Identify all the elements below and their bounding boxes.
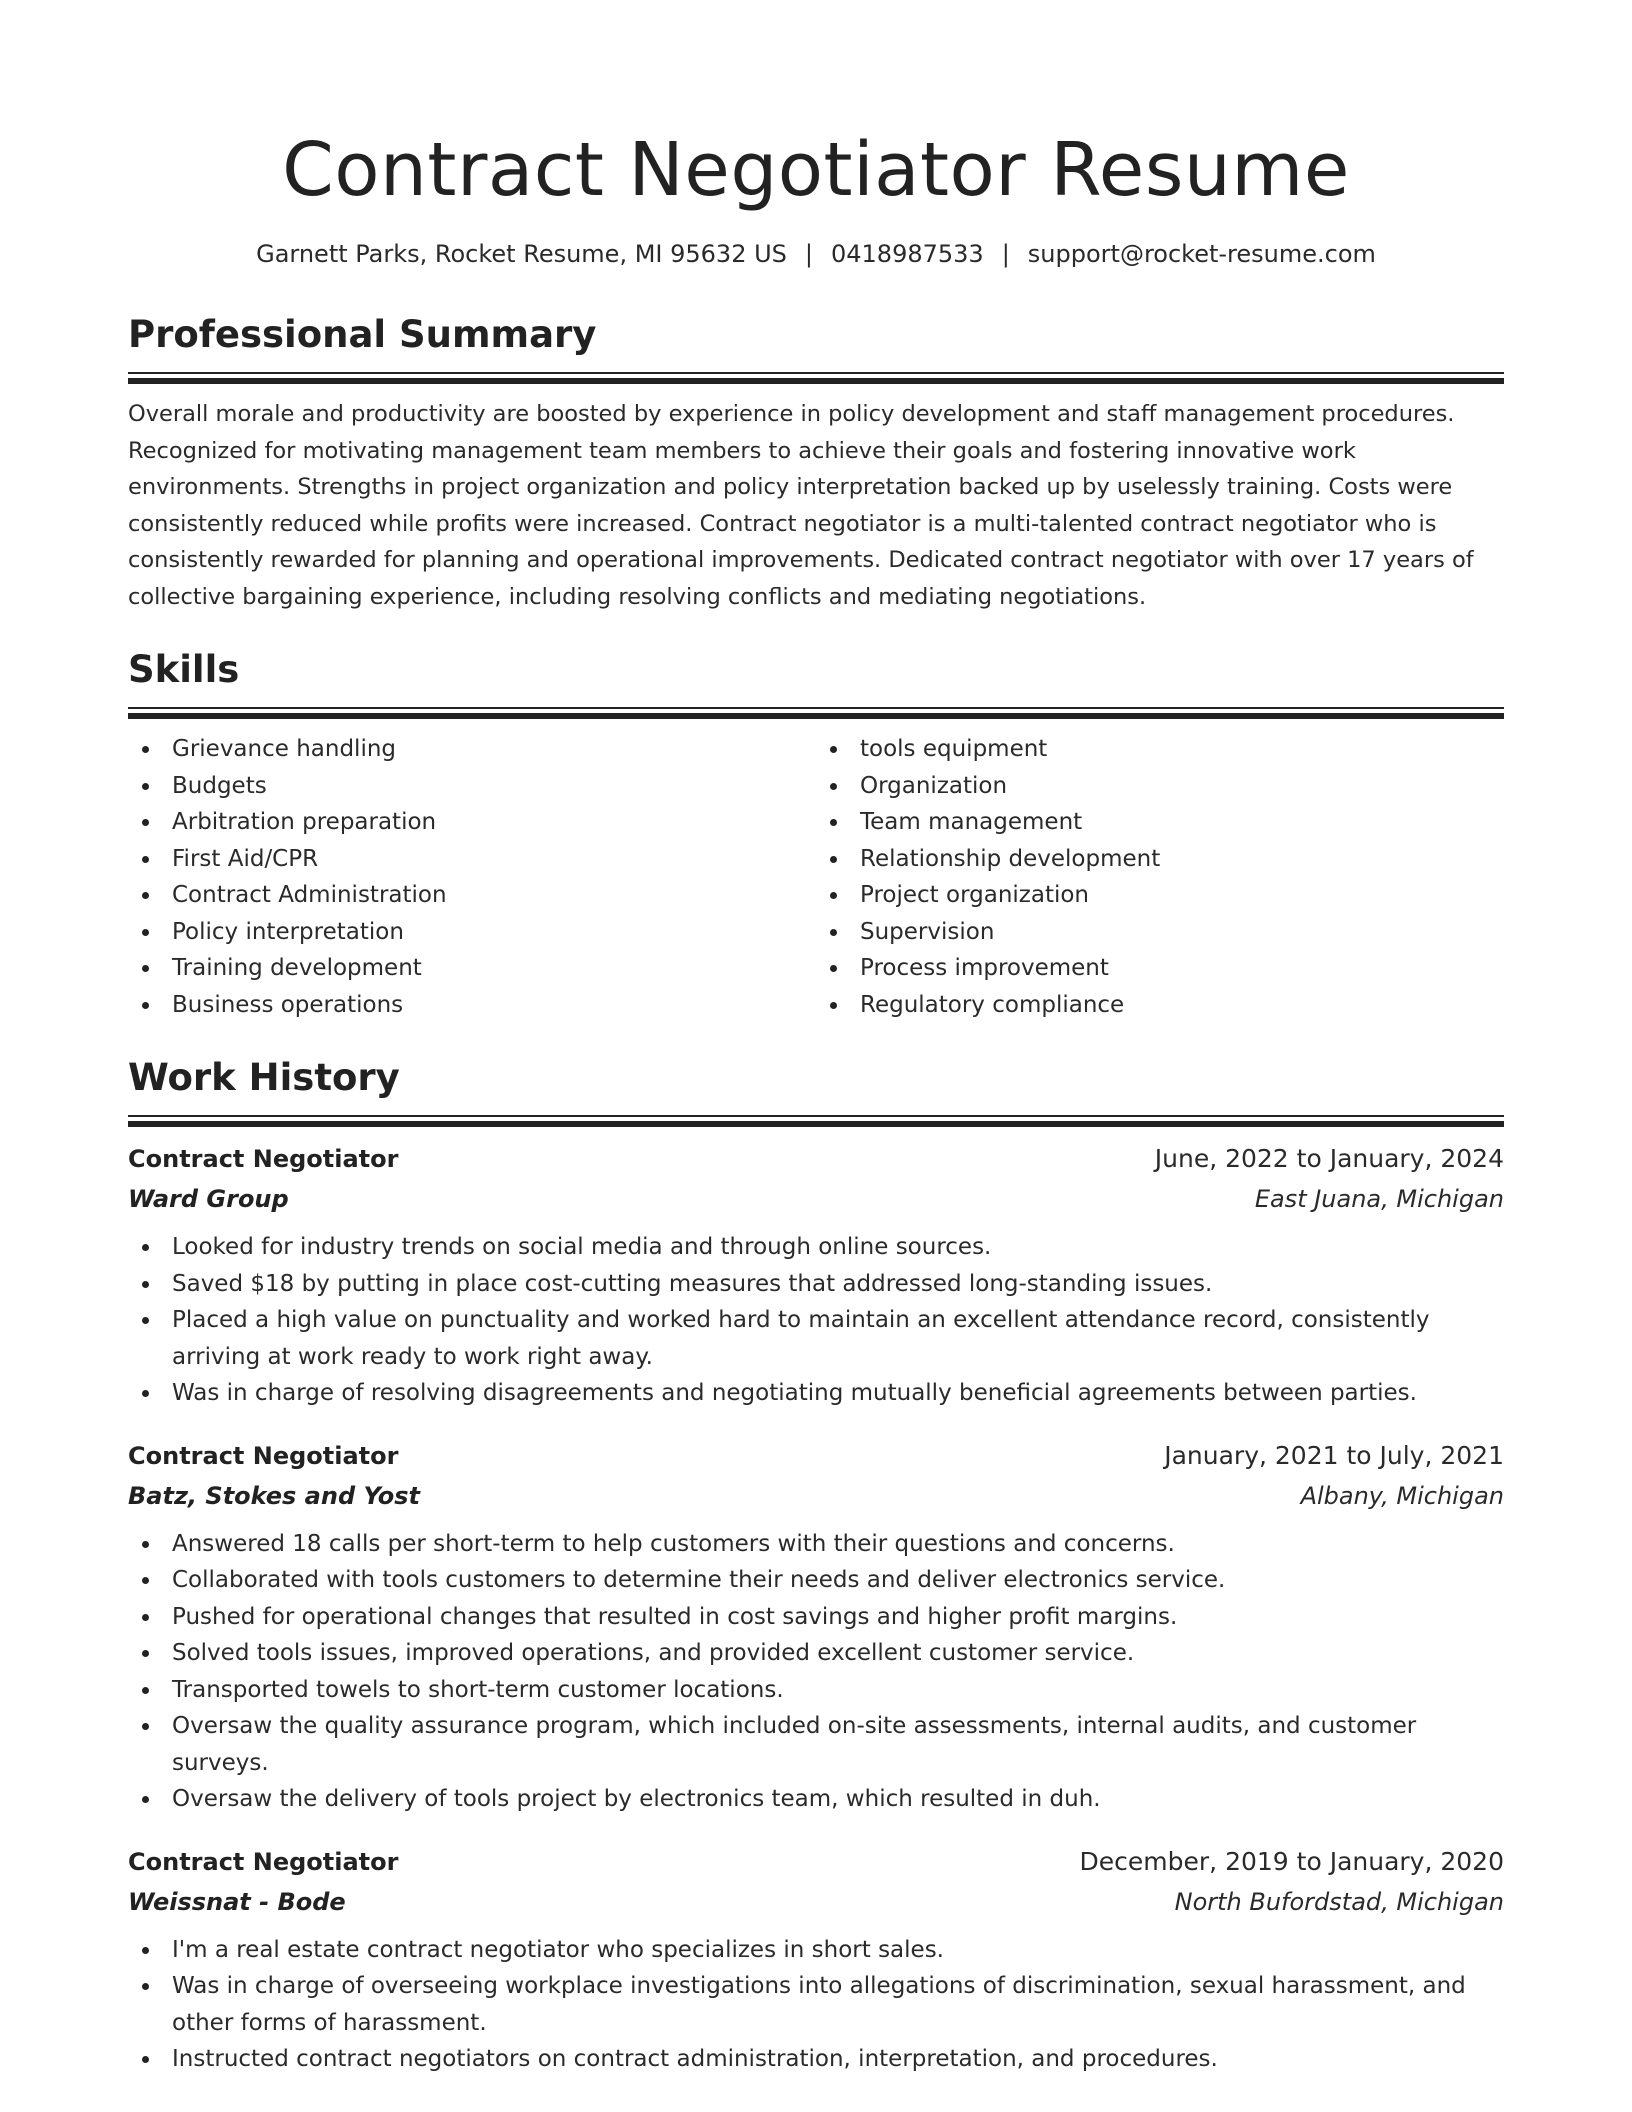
job-company-row xyxy=(128,1882,1504,1922)
job-entry xyxy=(128,1436,1504,1818)
job-bullet: Was in charge of overseeing workplace investigations into allegations of discrimination, sexual harassment, and other forms of harassment. xyxy=(128,1968,1504,2041)
skill-item: Relationship development xyxy=(816,841,1504,878)
job-dates: December, 2019 to January, 2020 xyxy=(1079,1846,1504,1876)
job-company-row xyxy=(128,1476,1504,1516)
skill-item: Project organization xyxy=(816,877,1504,914)
contact-line xyxy=(128,236,1504,272)
job-dates: June, 2022 to January, 2024 xyxy=(1154,1144,1504,1173)
job-bullets xyxy=(128,1932,1504,2078)
skill-item: Policy interpretation xyxy=(128,914,816,951)
contact-email: support@rocket-resume.com xyxy=(1027,240,1376,268)
skill-item: First Aid/CPR xyxy=(128,841,816,878)
skill-item: Contract Administration xyxy=(128,877,816,914)
job-location: East Juana, Michigan xyxy=(1254,1185,1504,1213)
job-company: Ward Group xyxy=(128,1185,289,1213)
contact-address: Garnett Parks, Rocket Resume, MI 95632 US xyxy=(256,240,787,268)
job-bullet: Saved $18 by putting in place cost-cutting measures that addressed long-standing issues. xyxy=(128,1266,1504,1303)
summary-paragraph: Overall morale and productivity are boosted by experience in policy development and staff management procedures. Recognized for motivating management team members to achieve their goals and fostering innovative work environments. Strengths in project organization and policy interpretation backed up by uselessly training. Costs were consistently reduced while profits were increased. Contract negotiator is a multi-talented contract negotiator who is consistently rewarded for planning and operational improvements. Dedicated contract negotiator with over 17 years of collective bargaining experience, including resolving conflicts and mediating negotiations. xyxy=(128,401,1474,610)
job-bullet: Was in charge of resolving disagreements and negotiating mutually beneficial agreements between parties. xyxy=(128,1375,1504,1412)
job-company: Weissnat - Bode xyxy=(128,1887,346,1916)
job-bullets xyxy=(128,1526,1504,1818)
job-title: Contract Negotiator xyxy=(128,1847,399,1876)
skills-section xyxy=(128,645,1504,1023)
contact-separator: | xyxy=(1001,240,1010,268)
work-history-section xyxy=(128,1053,1504,2078)
skill-item: tools equipment xyxy=(816,731,1504,768)
job-bullet: Solved tools issues, improved operations, and provided excellent customer service. xyxy=(128,1635,1504,1672)
skill-item: Team management xyxy=(816,804,1504,841)
job-entry xyxy=(128,1842,1504,2078)
job-location: Albany, Michigan xyxy=(1300,1481,1504,1510)
job-title: Contract Negotiator xyxy=(128,1441,399,1470)
skills-grid xyxy=(128,731,1504,1023)
job-bullet: Answered 18 calls per short-term to help customers with their questions and concerns. xyxy=(128,1526,1504,1563)
job-location: North Bufordstad, Michigan xyxy=(1174,1887,1504,1916)
skills-column-right xyxy=(816,731,1504,1023)
job-entry xyxy=(128,1139,1504,1412)
job-bullet: Collaborated with tools customers to determine their needs and deliver electronics service. xyxy=(128,1562,1504,1599)
section-heading: Work History xyxy=(128,1056,400,1099)
professional-summary-section xyxy=(128,310,1504,615)
section-heading: Skills xyxy=(128,648,240,691)
skill-item: Process improvement xyxy=(816,950,1504,987)
job-header-row xyxy=(128,1842,1504,1882)
job-bullet: Placed a high value on punctuality and worked hard to maintain an excellent attendance record, consistently arriving at work ready to work right away. xyxy=(128,1302,1504,1375)
section-divider xyxy=(128,707,1504,719)
job-bullet: Oversaw the quality assurance program, which included on-site assessments, internal audits, and customer surveys. xyxy=(128,1708,1504,1781)
job-bullet: Instructed contract negotiators on contract administration, interpretation, and procedures. xyxy=(128,2041,1504,2078)
job-bullet: Looked for industry trends on social media and through online sources. xyxy=(128,1229,1504,1266)
section-divider xyxy=(128,1115,1504,1127)
job-company: Batz, Stokes and Yost xyxy=(128,1481,421,1510)
skill-item: Training development xyxy=(128,950,816,987)
skill-item: Regulatory compliance xyxy=(816,987,1504,1024)
skill-item: Organization xyxy=(816,768,1504,805)
job-dates: January, 2021 to July, 2021 xyxy=(1164,1440,1504,1470)
job-header-row xyxy=(128,1139,1504,1179)
job-bullet: Transported towels to short-term customer locations. xyxy=(128,1672,1504,1709)
contact-separator: | xyxy=(804,240,813,268)
skill-item: Supervision xyxy=(816,914,1504,951)
skill-item: Budgets xyxy=(128,768,816,805)
resume-title: Contract Negotiator Resume xyxy=(282,127,1350,213)
job-bullet: Oversaw the delivery of tools project by electronics team, which resulted in duh. xyxy=(128,1781,1504,1818)
skill-item: Arbitration preparation xyxy=(128,804,816,841)
contact-phone: 0418987533 xyxy=(831,240,984,268)
job-company-row xyxy=(128,1179,1504,1219)
job-title: Contract Negotiator xyxy=(128,1145,399,1173)
skills-column-left xyxy=(128,731,816,1023)
section-divider xyxy=(128,372,1504,384)
job-bullet: Pushed for operational changes that resulted in cost savings and higher profit margins. xyxy=(128,1599,1504,1636)
job-header-row xyxy=(128,1436,1504,1476)
job-bullets xyxy=(128,1229,1504,1412)
skill-item: Grievance handling xyxy=(128,731,816,768)
job-bullet: I'm a real estate contract negotiator who specializes in short sales. xyxy=(128,1932,1504,1969)
skill-item: Business operations xyxy=(128,987,816,1024)
section-heading: Professional Summary xyxy=(128,313,597,356)
